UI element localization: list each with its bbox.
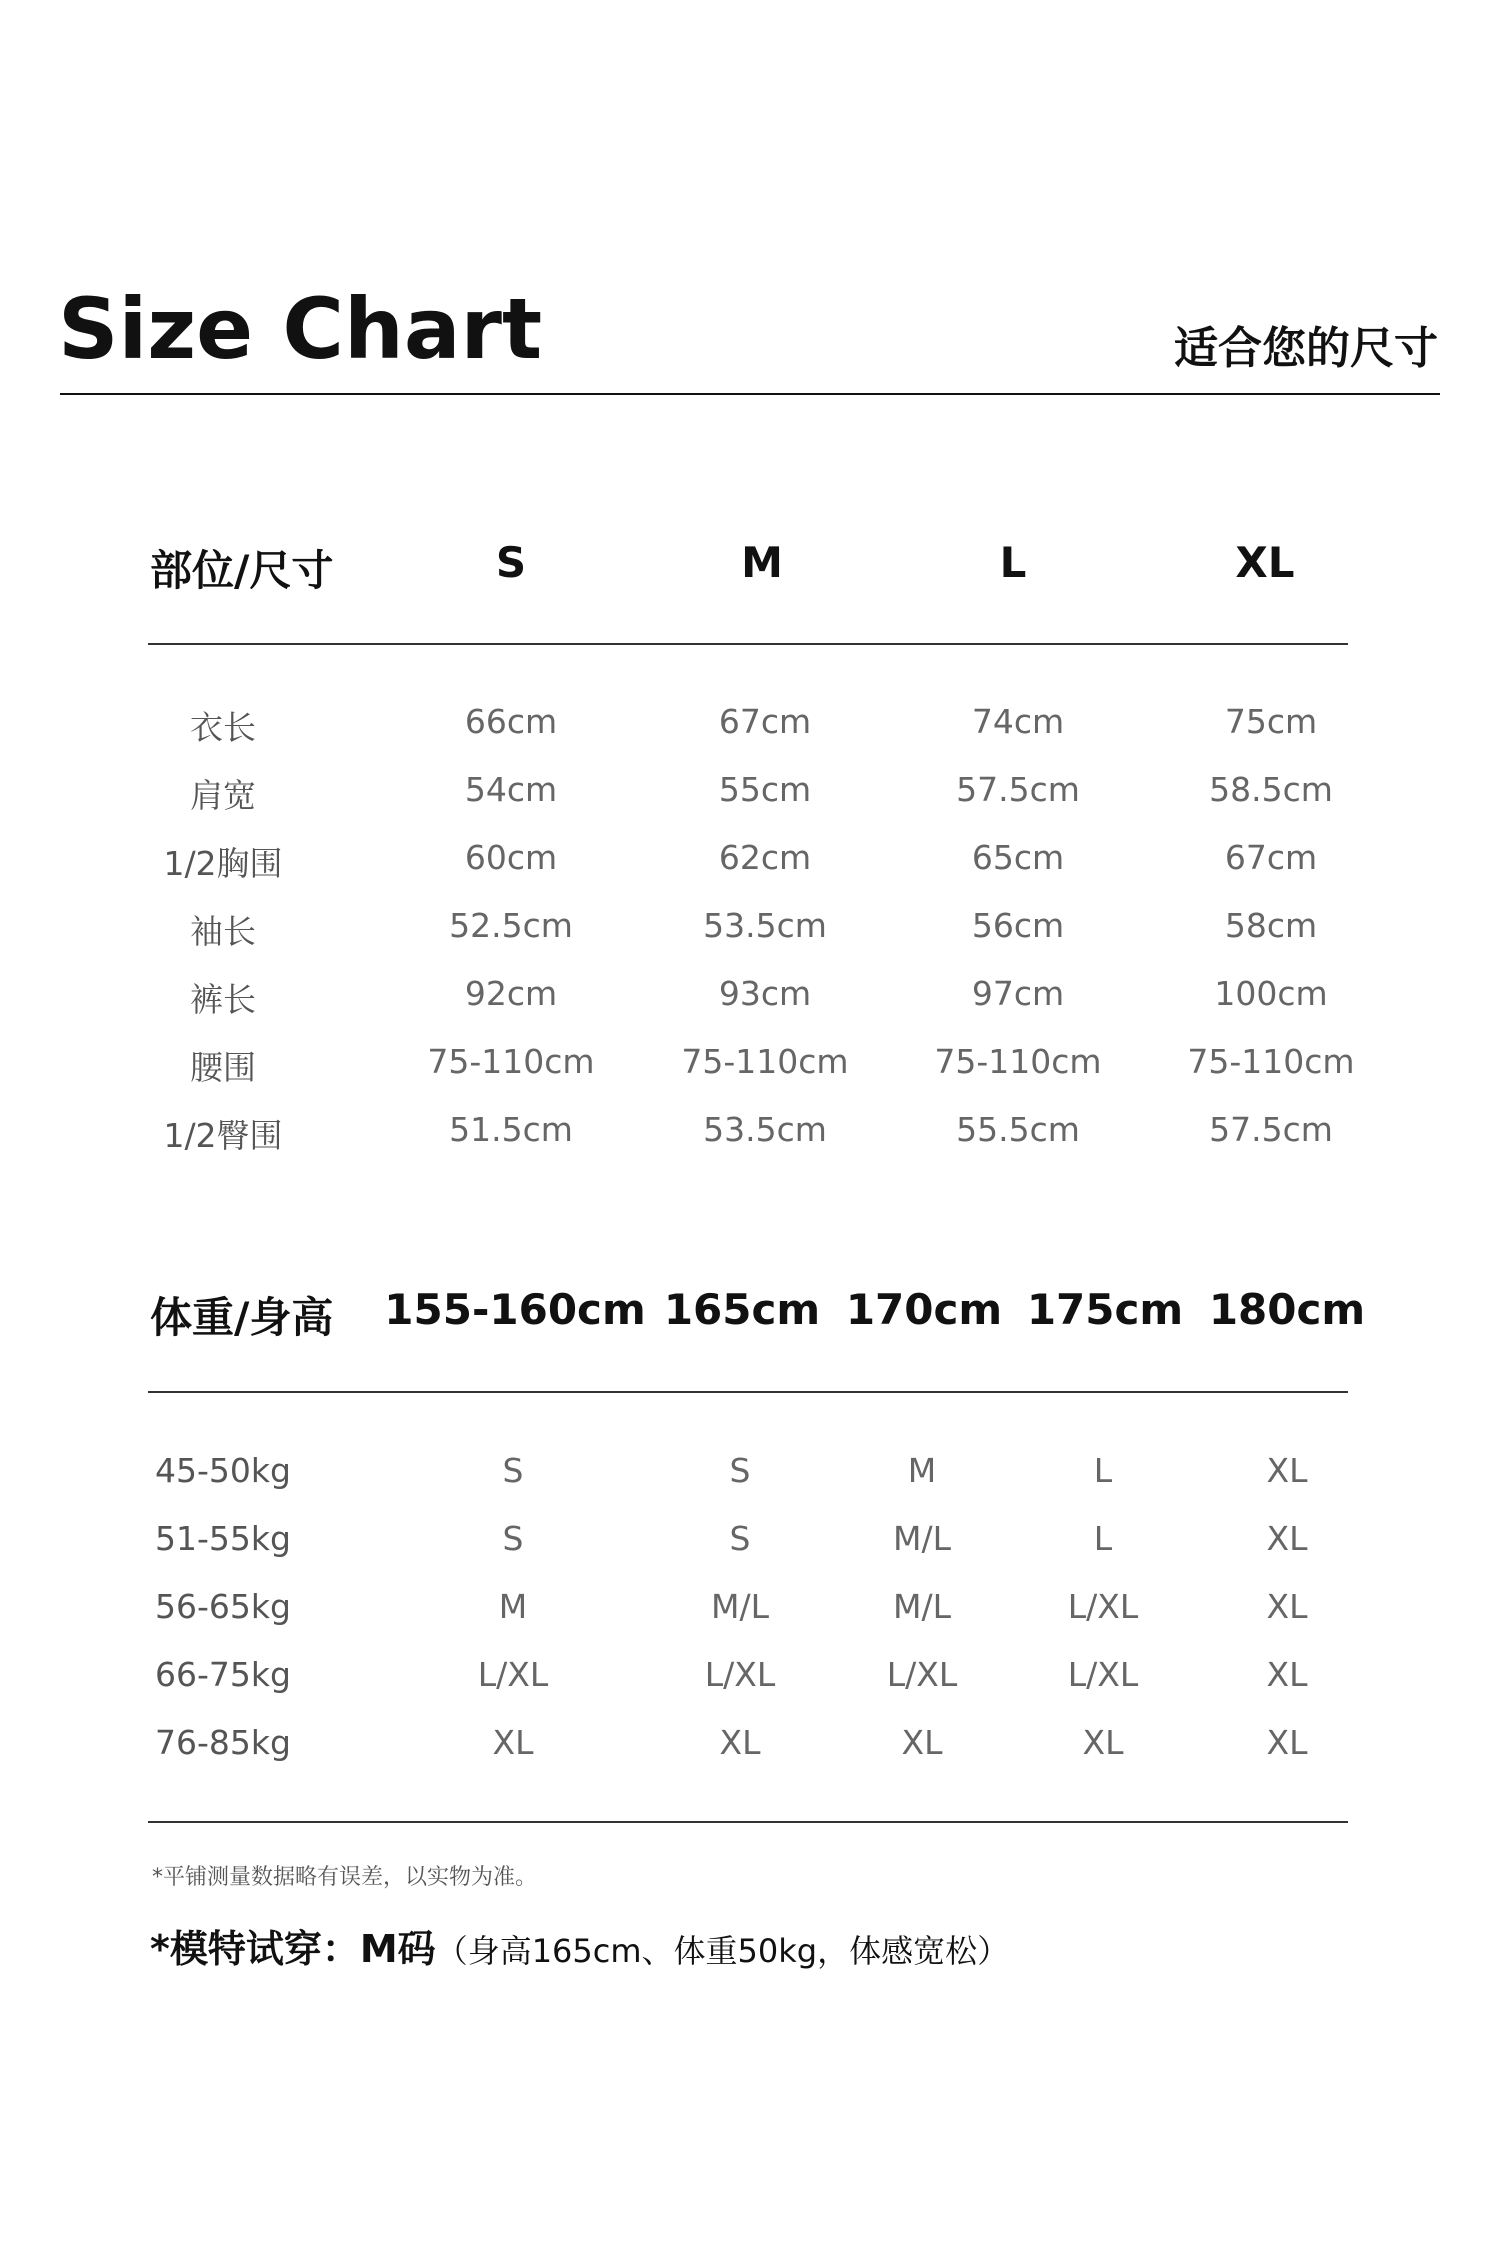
measure-row-label: 衣长	[190, 708, 256, 747]
measure-cell: 75-110cm	[934, 1042, 1102, 1081]
measure-cell: 57.5cm	[956, 770, 1080, 809]
fit-cell: L/XL	[1067, 1655, 1139, 1694]
model-info	[150, 1918, 1009, 1973]
fit-cell: M	[498, 1587, 528, 1626]
fit-cell: S	[729, 1451, 751, 1490]
measure-cell: 52.5cm	[449, 906, 573, 945]
measure-cell: 53.5cm	[703, 906, 827, 945]
measure-cell: 67cm	[718, 702, 812, 741]
measure-cell: 60cm	[464, 838, 558, 877]
fit-table-bottom-divider	[148, 1821, 1348, 1823]
fit-cell: XL	[901, 1723, 943, 1762]
measure-cell: 53.5cm	[703, 1110, 827, 1149]
measure-cell: 62cm	[718, 838, 812, 877]
measure-cell: 55.5cm	[956, 1110, 1080, 1149]
fit-cell: L/XL	[477, 1655, 549, 1694]
measure-cell: 92cm	[464, 974, 558, 1013]
measure-cell: 75-110cm	[427, 1042, 595, 1081]
measure-cell: 75-110cm	[681, 1042, 849, 1081]
measure-cell: 58cm	[1224, 906, 1318, 945]
measure-table-corner: 部位/尺寸	[150, 546, 334, 595]
fit-cell: S	[502, 1451, 524, 1490]
fit-cell: M	[907, 1451, 937, 1490]
measure-cell: 57.5cm	[1209, 1110, 1333, 1149]
model-detail: （身高165cm、体重50kg，体感宽松）	[435, 1932, 1010, 1970]
measurement-note: *平铺测量数据略有误差，以实物为准。	[152, 1865, 538, 1890]
fit-cell: L	[1093, 1451, 1113, 1490]
fit-cell: S	[502, 1519, 524, 1558]
fit-row-label: 56-65kg	[155, 1587, 291, 1626]
measure-row-label: 袖长	[190, 912, 256, 951]
fit-cell: L	[1093, 1519, 1113, 1558]
fit-cell: XL	[492, 1723, 534, 1762]
fit-cell: L/XL	[1067, 1587, 1139, 1626]
measure-cell: 75-110cm	[1187, 1042, 1355, 1081]
fit-header-divider	[148, 1391, 1348, 1393]
measure-cell: 67cm	[1224, 838, 1318, 877]
measure-row-label: 1/2胸围	[163, 844, 283, 883]
fit-cell: L/XL	[704, 1655, 776, 1694]
fit-row-label: 66-75kg	[155, 1655, 291, 1694]
fit-row-label: 45-50kg	[155, 1451, 291, 1490]
measure-cell: 97cm	[971, 974, 1065, 1013]
measure-size-header: M	[741, 538, 783, 587]
fit-height-header: 155-160cm	[384, 1285, 646, 1334]
fit-cell: M/L	[893, 1519, 951, 1558]
fit-height-header: 170cm	[845, 1285, 1003, 1334]
measure-cell: 54cm	[464, 770, 558, 809]
measure-row-label: 腰围	[190, 1048, 256, 1087]
measure-size-header: XL	[1235, 538, 1295, 587]
measure-cell: 74cm	[971, 702, 1065, 741]
page-subtitle: 适合您的尺寸	[1174, 323, 1438, 374]
measure-cell: 65cm	[971, 838, 1065, 877]
fit-cell: XL	[1266, 1519, 1308, 1558]
model-size-label: *模特试穿：M码	[150, 1927, 436, 1971]
measure-cell: 51.5cm	[449, 1110, 573, 1149]
measure-cell: 56cm	[971, 906, 1065, 945]
fit-cell: XL	[1266, 1655, 1308, 1694]
measure-row-label: 1/2臀围	[163, 1116, 283, 1155]
fit-height-header: 165cm	[663, 1285, 821, 1334]
fit-row-label: 51-55kg	[155, 1519, 291, 1558]
fit-cell: XL	[1266, 1587, 1308, 1626]
fit-height-header: 180cm	[1208, 1285, 1366, 1334]
fit-table-corner: 体重/身高	[150, 1293, 334, 1342]
page-title: Size Chart	[58, 280, 543, 378]
fit-cell: XL	[1266, 1723, 1308, 1762]
measure-cell: 75cm	[1224, 702, 1318, 741]
fit-cell: L/XL	[886, 1655, 958, 1694]
measure-row-label: 肩宽	[190, 776, 256, 815]
measure-cell: 58.5cm	[1209, 770, 1333, 809]
measure-size-header: L	[999, 538, 1027, 587]
fit-cell: M/L	[711, 1587, 769, 1626]
measure-cell: 100cm	[1214, 974, 1328, 1013]
fit-cell: XL	[1082, 1723, 1124, 1762]
fit-cell: S	[729, 1519, 751, 1558]
measure-cell: 93cm	[718, 974, 812, 1013]
measure-header-divider	[148, 643, 1348, 645]
fit-cell: XL	[1266, 1451, 1308, 1490]
fit-cell: M/L	[893, 1587, 951, 1626]
fit-row-label: 76-85kg	[155, 1723, 291, 1762]
measure-size-header: S	[495, 538, 527, 587]
measure-cell: 66cm	[464, 702, 558, 741]
measure-row-label: 裤长	[190, 980, 256, 1019]
fit-cell: XL	[719, 1723, 761, 1762]
measure-cell: 55cm	[718, 770, 812, 809]
fit-height-header: 175cm	[1026, 1285, 1184, 1334]
title-divider	[60, 393, 1440, 395]
